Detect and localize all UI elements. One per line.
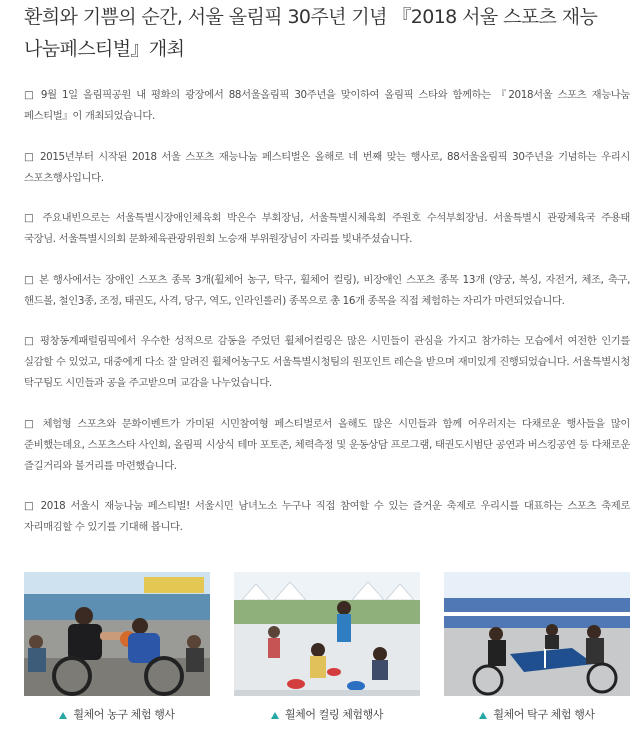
photo-card-curling — [234, 572, 420, 723]
article-title — [24, 0, 630, 65]
paragraph-guests: □ 주요내빈으로는 서울특별시장애인체육회 박은수 부회장님, 서울특별시체육회 주원호 수석부회장님. 서울특별시 관광체육국 주용태 국장님. 서울특별시의회 문화체육관광위원회 노승재 부위원장님이 자리를 빛내주셨습니다. — [24, 212, 630, 245]
photo-caption-curling — [271, 707, 383, 723]
caption-text: 휠체어 컬링 체험행사 — [284, 708, 384, 721]
title-line-2: 나눔페스티벌』개최 — [24, 38, 185, 60]
caption-text: 휠체어 탁구 체험 행사 — [493, 708, 595, 721]
photo-card-table-tennis — [444, 572, 630, 723]
photo-card-basketball — [24, 572, 210, 723]
paragraph-closing: □ 2018 서울시 재능나눔 페스티벌! 서울시민 남녀노소 누구나 직접 참여할 수 있는 즐거운 축제로 우리시를 대표하는 스포츠 축제로 자리매김할 수 있기를 기대해 봅니다. — [24, 500, 630, 533]
photo-caption-basketball — [59, 707, 174, 723]
wheelchair-basketball-photo[interactable] — [24, 572, 210, 696]
title-line-1: 환희와 기쁨의 순간, 서울 올림픽 30주년 기념 『2018 서울 스포츠 재능 — [24, 6, 598, 28]
caption-text: 휠체어 농구 체험 행사 — [73, 708, 175, 721]
paragraph-programs: □ 체험형 스포츠와 문화이벤트가 가미된 시민참여형 페스티벌로서 올해도 많은 시민들과 함께 어우러지는 다채로운 행사들을 많이 준비했는데요, 스포츠스타 사인회, 올림픽 시상식 테마 포토존, 체력측정 및 운동상담 프로그램, 태권도시범단 공연과 버스킹공연 등 다채로운 즐길거리와 볼거리를 마련했습니다. — [24, 417, 630, 472]
paragraph-opening: □ 9월 1일 올림픽공원 내 평화의 광장에서 88서울올림픽 30주년을 맞이하여 올림픽 스타와 함께하는 『2018서울 스포츠 재능나눔 페스티벌』이 개최되었습니다. — [24, 89, 630, 122]
wheelchair-table-tennis-photo[interactable] — [444, 572, 630, 696]
wheelchair-curling-photo[interactable] — [234, 572, 420, 696]
paragraph-events: □ 본 행사에서는 장애인 스포츠 종목 3개(휠체어 농구, 탁구, 휠체어 컬링), 비장애인 스포츠 종목 13개 (양궁, 복싱, 자전거, 체조, 축구, 핸드볼, 철인3종, 조정, 태권도, 사격, 당구, 역도, 인라인롤러) 종목으로 총 16개 종목을 직접 체험하는 자리가 마련되었습니다. — [24, 273, 630, 307]
triangle-up-icon — [271, 712, 279, 719]
photo-gallery — [24, 572, 630, 723]
article-body — [24, 85, 630, 538]
triangle-up-icon — [479, 712, 487, 719]
photo-caption-table-tennis — [479, 707, 594, 723]
paragraph-curling: □ 평창동계패럴림픽에서 우수한 성적으로 감동을 주었던 휠체어컬링은 많은 시민들이 관심을 가지고 참가하는 모습에서 여전한 인기를 실감할 수 있었고, 대중에게 다소 잘 알려진 휠체어농구도 서울특별시청팀의 원포인트 레슨을 받으며 재미있게 진행되었습니다. 서울특별시청 탁구팀도 시민들과 공을 주고받으며 교감을 나누었습니다. — [24, 335, 630, 389]
paragraph-history: □ 2015년부터 시작된 2018 서울 스포츠 재능나눔 페스티벌은 올해로 네 번째 맞는 행사로, 88서울올림픽 30주년을 기념하는 우리시 스포츠행사입니다. — [24, 150, 630, 184]
triangle-up-icon — [59, 712, 67, 719]
